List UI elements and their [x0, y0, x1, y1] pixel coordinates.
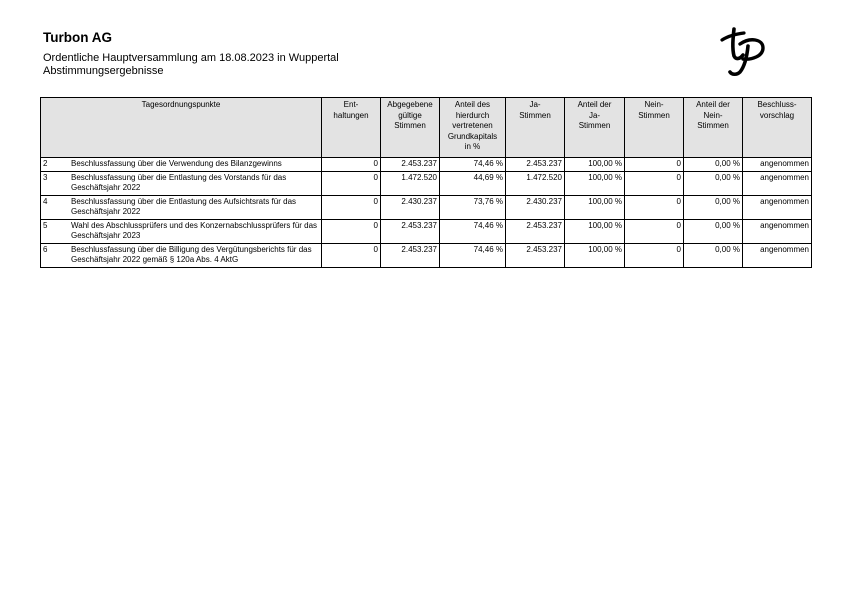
- document-subtitle: [43, 52, 339, 78]
- yes-votes-cell: 2.430.237: [506, 195, 565, 219]
- no-votes-cell: 0: [625, 171, 684, 195]
- voting-results-table: [40, 97, 812, 268]
- yes-share-cell: 100,00 %: [565, 243, 625, 267]
- agenda-cell: [41, 158, 322, 172]
- results-line: Abstimmungsergebnisse: [43, 65, 164, 77]
- header-no-votes: Nein- Stimmen: [625, 98, 684, 158]
- capital-share-cell: 73,76 %: [440, 195, 506, 219]
- abstentions-cell: 0: [322, 243, 381, 267]
- agenda-text: Beschlussfassung über die Verwendung des Bilanzgewinns: [71, 159, 282, 168]
- agenda-text: Beschlussfassung über die Entlastung des Vorstands für das Geschäftsjahr 2022: [71, 172, 287, 192]
- table-row: [41, 195, 812, 219]
- result-cell: angenommen: [743, 158, 812, 172]
- no-share-cell: 0,00 %: [684, 219, 743, 243]
- no-share-cell: 0,00 %: [684, 243, 743, 267]
- no-share-cell: 0,00 %: [684, 171, 743, 195]
- agenda-cell: [41, 219, 322, 243]
- yes-votes-cell: 2.453.237: [506, 243, 565, 267]
- valid-votes-cell: 1.472.520: [381, 171, 440, 195]
- no-votes-cell: 0: [625, 195, 684, 219]
- abstentions-cell: 0: [322, 171, 381, 195]
- result-cell: angenommen: [743, 243, 812, 267]
- header-valid-votes: Abgegebene gültige Stimmen: [381, 98, 440, 158]
- agenda-text: Wahl des Abschlussprüfers und des Konzernabschlussprüfers für das Geschäftsjahr 2023: [71, 220, 318, 240]
- agenda-number: 2: [43, 159, 48, 168]
- yes-share-cell: 100,00 %: [565, 171, 625, 195]
- no-votes-cell: 0: [625, 243, 684, 267]
- agenda-number: 5: [43, 220, 48, 230]
- abstentions-cell: 0: [322, 219, 381, 243]
- table-header-row: [41, 98, 812, 158]
- table-row: [41, 171, 812, 195]
- abstentions-cell: 0: [322, 195, 381, 219]
- capital-share-cell: 74,46 %: [440, 219, 506, 243]
- result-cell: angenommen: [743, 219, 812, 243]
- abstentions-cell: 0: [322, 158, 381, 172]
- turbon-tp-logo-icon: [718, 26, 768, 78]
- table-row: [41, 219, 812, 243]
- no-share-cell: 0,00 %: [684, 158, 743, 172]
- valid-votes-cell: 2.453.237: [381, 243, 440, 267]
- yes-votes-cell: 2.453.237: [506, 219, 565, 243]
- valid-votes-cell: 2.430.237: [381, 195, 440, 219]
- valid-votes-cell: 2.453.237: [381, 219, 440, 243]
- agenda-text: Beschlussfassung über die Entlastung des Aufsichtsrats für das Geschäftsjahr 2022: [71, 196, 297, 216]
- header-yes-share: Anteil der Ja- Stimmen: [565, 98, 625, 158]
- company-name: Turbon AG: [43, 30, 112, 45]
- header-yes-votes: Ja- Stimmen: [506, 98, 565, 158]
- result-cell: angenommen: [743, 195, 812, 219]
- no-votes-cell: 0: [625, 158, 684, 172]
- table-row: [41, 243, 812, 267]
- agenda-cell: [41, 243, 322, 267]
- header-agenda: Tagesordnungspunkte: [41, 98, 322, 158]
- valid-votes-cell: 2.453.237: [381, 158, 440, 172]
- agenda-cell: [41, 195, 322, 219]
- capital-share-cell: 74,46 %: [440, 243, 506, 267]
- yes-share-cell: 100,00 %: [565, 158, 625, 172]
- agenda-number: 4: [43, 196, 48, 206]
- no-votes-cell: 0: [625, 219, 684, 243]
- yes-share-cell: 100,00 %: [565, 195, 625, 219]
- table-row: [41, 158, 812, 172]
- agenda-number: 6: [43, 244, 48, 254]
- capital-share-cell: 74,46 %: [440, 158, 506, 172]
- capital-share-cell: 44,69 %: [440, 171, 506, 195]
- header-proposal: Beschluss- vorschlag: [743, 98, 812, 158]
- header-abstentions: Ent- haltungen: [322, 98, 381, 158]
- agenda-cell: [41, 171, 322, 195]
- yes-share-cell: 100,00 %: [565, 219, 625, 243]
- result-cell: angenommen: [743, 171, 812, 195]
- yes-votes-cell: 1.472.520: [506, 171, 565, 195]
- no-share-cell: 0,00 %: [684, 195, 743, 219]
- agenda-number: 3: [43, 172, 48, 182]
- header-no-share: Anteil der Nein- Stimmen: [684, 98, 743, 158]
- agenda-text: Beschlussfassung über die Billigung des Vergütungsberichts für das Geschäftsjahr 2022 gemäß § 120a Abs. 4 AktG: [71, 244, 312, 264]
- meeting-line: Ordentliche Hauptversammlung am 18.08.2023 in Wuppertal: [43, 52, 339, 64]
- yes-votes-cell: 2.453.237: [506, 158, 565, 172]
- header-capital-share: Anteil des hierdurch vertretenen Grundkapitals in %: [440, 98, 506, 158]
